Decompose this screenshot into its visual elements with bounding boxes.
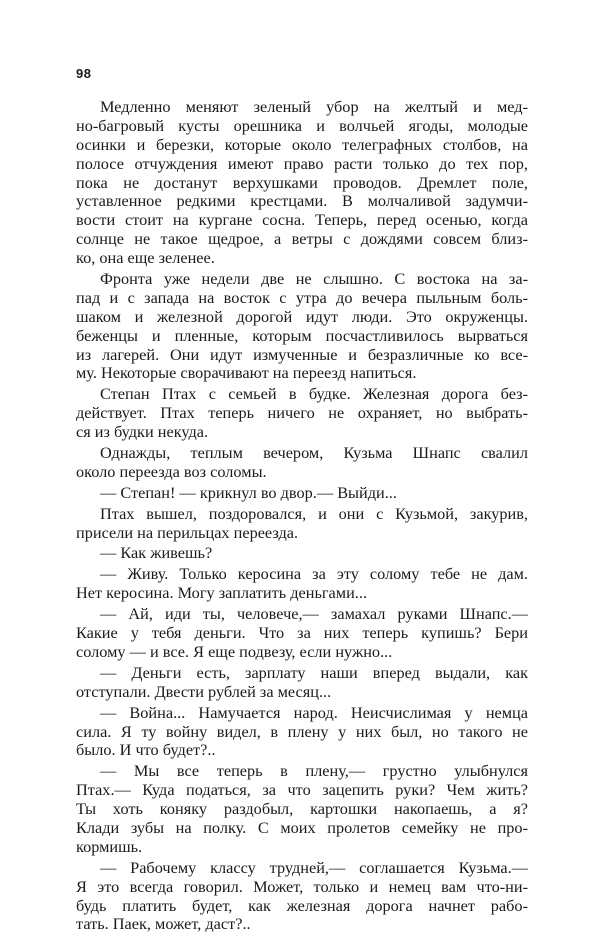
- paragraph: [76, 544, 528, 563]
- text-line: вости стоит на кургане сосна. Теперь, перед осенью, когда: [76, 210, 528, 230]
- text-line: Я это всегда говорил. Может, только и немец вам что-ни-: [76, 876, 528, 896]
- paragraph: [76, 605, 528, 662]
- text-line: Клади зубы на полку. С моих пролетов семейку не про-: [76, 817, 528, 837]
- text-line: солнце не такое щедрое, а ветры с дождями совсем близ-: [76, 229, 528, 249]
- text-line: Ты хоть коняку раздобыл, картошки накопаешь, а я?: [76, 799, 528, 819]
- text-line: тать. Паек, может, даст?..: [76, 914, 251, 934]
- paragraph: [76, 444, 528, 482]
- paragraph: [76, 762, 528, 856]
- text-line: — Рабочему классу трудней,— соглашается Кузьма.—: [100, 857, 528, 877]
- text-line: будь платить будет, как железная дорога начнет рабо-: [76, 895, 528, 915]
- text-line: Птах.— Куда податься, за что зацепить руки? Чем жить?: [76, 780, 528, 800]
- text-line: действует. Птах теперь ничего не охраняет, но выбрать-: [76, 403, 528, 423]
- text-line: около переезда воз соломы.: [76, 461, 267, 481]
- text-line: Нет керосина. Могу заплатить деньгами...: [76, 583, 368, 603]
- text-line: сила. Я ту войну видел, в плену у них был, но такого не: [76, 721, 528, 741]
- text-line: осинки и березки, которые около телеграфных столбов, на: [76, 134, 528, 154]
- paragraph: [76, 704, 528, 761]
- text-line: присели на перильцах переезда.: [76, 522, 299, 542]
- text-line: — Ай, иди ты, человече,— замахал руками Шнапс.—: [100, 604, 528, 624]
- paragraph: [76, 859, 528, 935]
- paragraph: [76, 565, 528, 603]
- text-line: — Война... Намучается народ. Неисчислимая у немца: [100, 702, 528, 722]
- text-line: полосе отчуждения имеют право расти только до тех пор,: [76, 153, 528, 173]
- text-line: Однажды, теплым вечером, Кузьма Шнапс свалил: [100, 443, 528, 463]
- paragraph: [76, 270, 528, 383]
- text-line: Птах вышел, поздоровался, и они с Кузьмой, закурив,: [100, 503, 528, 523]
- text-line: ся из будки некуда.: [76, 422, 209, 442]
- paragraph: [76, 385, 528, 442]
- text-line: но-багровый кусты орешника и волчьей ягоды, молодые: [76, 115, 528, 135]
- text-line: кормишь.: [76, 836, 143, 856]
- text-line: Фронта уже недели две не слышно. С востока на за-: [100, 269, 528, 289]
- paragraph: [76, 505, 528, 543]
- paragraph: [76, 98, 528, 268]
- page-number: 98: [76, 66, 92, 81]
- text-line: солому — и все. Я еще подвезу, если нужно...: [76, 641, 393, 661]
- text-line: пад и с запада на восток с утра до вечера пыльным боль-: [76, 287, 528, 307]
- text-line: — Как живешь?: [100, 543, 213, 563]
- paragraph: [76, 664, 528, 702]
- text-line: — Мы все теперь в плену,— грустно улыбнулся: [100, 761, 528, 781]
- text-line: ко, она еще зеленее.: [76, 248, 215, 268]
- text-line: Медленно меняют зеленый убор на желтый и мед-: [100, 97, 528, 116]
- text-line: беженцы и пленные, которым посчастливилось вырваться: [76, 325, 528, 345]
- page-text: [76, 98, 528, 936]
- text-line: му. Некоторые сворачивают на переезд напиться.: [76, 363, 417, 383]
- text-line: — Деньги есть, зарплату наши вперед выдали, как: [100, 662, 528, 682]
- text-line: уставленное редкими крестцами. В молчаливой задумчи-: [76, 191, 528, 211]
- text-line: — Степан! — крикнул во двор.— Выйди...: [100, 482, 397, 502]
- text-line: отступали. Двести рублей за месяц...: [76, 681, 332, 701]
- text-line: Какие у тебя деньги. Что за них теперь купишь? Бери: [76, 623, 528, 643]
- text-line: Степан Птах с семьей в будке. Железная дорога без-: [100, 384, 528, 404]
- paragraph: [76, 484, 528, 503]
- text-line: шаком и железной дорогой идут люди. Это окруженцы.: [76, 306, 528, 326]
- text-line: из лагерей. Они идут измученные и безразличные ко все-: [76, 344, 528, 364]
- text-line: — Живу. Только керосина за эту солому тебе не дам.: [100, 564, 528, 584]
- text-line: было. И что будет?..: [76, 740, 216, 760]
- text-line: пока не достанут верхушками проводов. Дремлет поле,: [76, 172, 528, 192]
